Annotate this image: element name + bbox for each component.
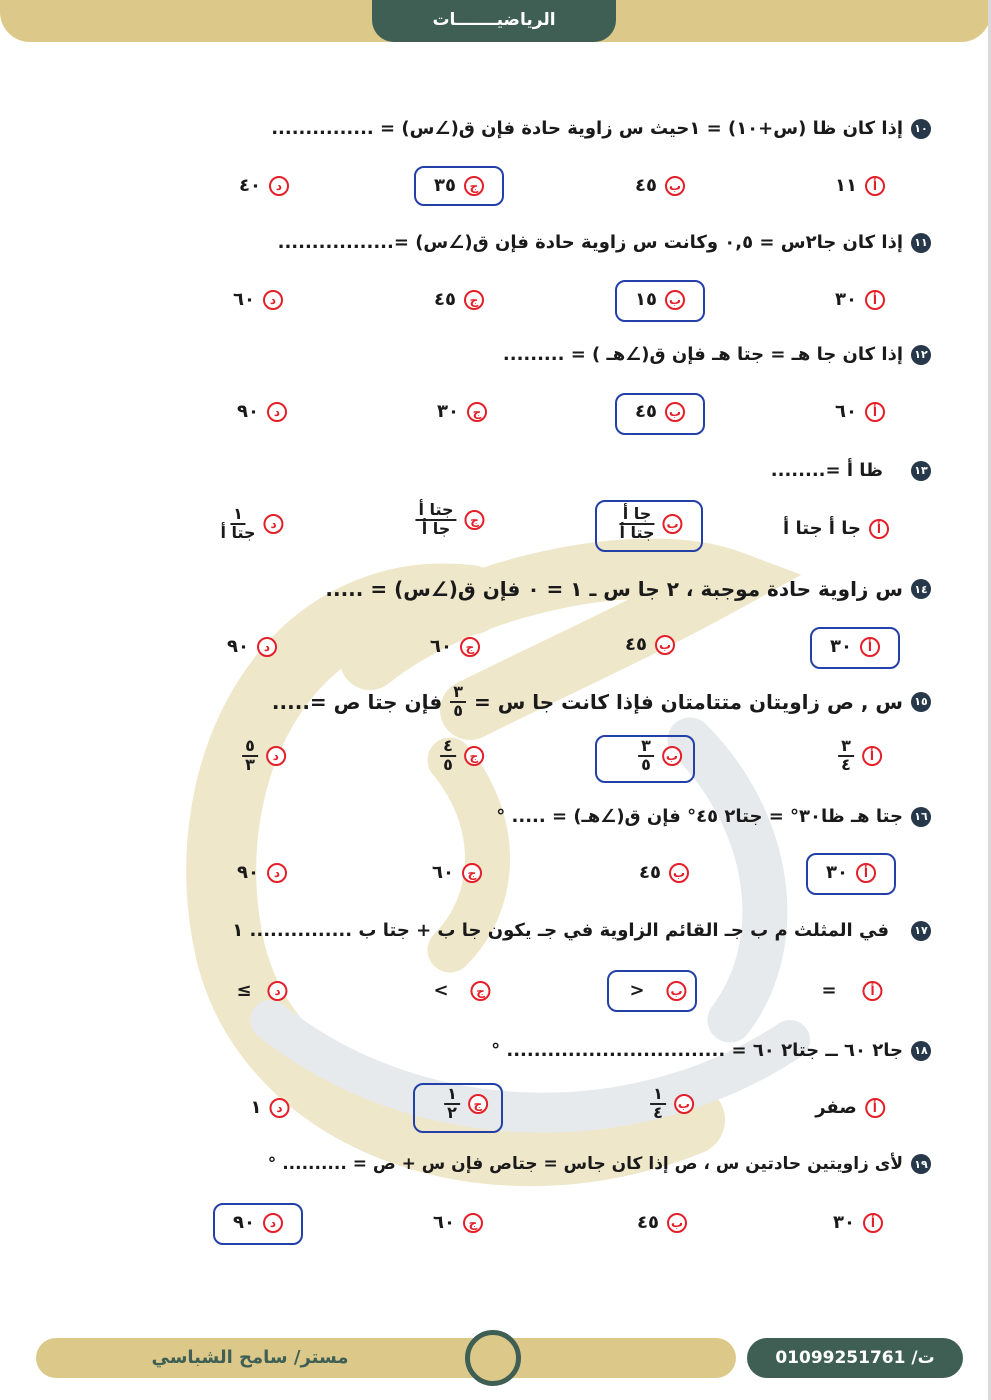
question-13 <box>771 460 931 481</box>
option-b[interactable]: ب $\frac{١}{٤}$ <box>650 1086 694 1122</box>
option-d[interactable]: د ٦٠ <box>233 289 283 310</box>
option-a[interactable]: أ ٣٠ <box>830 636 880 657</box>
question-number: ١٨ <box>911 1041 931 1061</box>
question-15 <box>272 684 931 720</box>
option-c[interactable]: ج > <box>433 980 490 1001</box>
option-b[interactable]: ب $\frac{\text{جا أ}}{\text{جتا أ}}$ <box>619 506 682 542</box>
option-b[interactable]: ب ٤٥ <box>637 1212 687 1233</box>
header-title: الرياضيـــــــات <box>372 0 616 42</box>
question-text: س زاوية حادة موجبة ، ٢ جا س ـ ١ = ٠ فإن ق(∠س) = ..... <box>325 577 903 601</box>
question-fraction: $\frac{٣}{٥}$ <box>450 684 466 720</box>
option-c[interactable]: ج ٣٠ <box>437 401 487 422</box>
option-b[interactable]: ب ٤٥ <box>639 862 689 883</box>
question-18 <box>491 1040 931 1061</box>
question-text: إذا كان جا هـ = جتا هـ فإن ق(∠هـ ) = ......... <box>502 344 903 365</box>
option-c[interactable]: ج ٦٠ <box>433 1212 483 1233</box>
question-text: إذا كان ظا (س+١٠) = ١حيث س زاوية حادة فإن ق(∠س) = ............... <box>271 118 903 139</box>
option-a[interactable]: أ ٦٠ <box>835 401 885 422</box>
question-14 <box>325 577 931 601</box>
option-d[interactable]: د $\frac{٥}{٣}$ <box>242 738 286 774</box>
option-c[interactable]: ج $\frac{\text{جتا أ}}{\text{جا أ}}$ <box>415 502 484 538</box>
option-c[interactable]: ج ٦٠ <box>432 862 482 883</box>
question-text-a: س , ص زاويتان متتامتان فإذا كانت جا س = <box>474 689 903 714</box>
question-number: ١٣ <box>911 461 931 481</box>
option-a[interactable]: أ صفر <box>815 1097 885 1118</box>
option-d[interactable]: د ٤٠ <box>239 175 289 196</box>
question-19 <box>268 1154 931 1174</box>
question-text: جا٢ ٦٠ ــ جتا٢ ٦٠ = ................................ ° <box>491 1040 903 1061</box>
option-a[interactable]: أ $\frac{٣}{٤}$ <box>838 738 882 774</box>
question-number: ١١ <box>911 233 931 253</box>
option-c[interactable]: ج ٤٥ <box>434 289 484 310</box>
option-c[interactable]: ج ٣٥ <box>434 175 484 196</box>
footer-phone: ت/ 01099251761 <box>747 1338 963 1378</box>
question-17 <box>232 920 931 941</box>
question-number: ١٧ <box>911 921 931 941</box>
option-d[interactable]: د ٩٠ <box>237 401 287 422</box>
question-number: ١٤ <box>911 579 931 599</box>
option-a[interactable]: أ جا أ جتا أ <box>783 518 889 539</box>
option-c[interactable]: ج ٦٠ <box>430 636 480 657</box>
question-11 <box>278 232 931 253</box>
option-c[interactable]: ج $\frac{٤}{٥}$ <box>440 738 484 774</box>
question-text: جتا هـ ظا٣٠° = جتا٢ ٤٥° فإن ق(∠هـ) = ..... ° <box>496 806 903 827</box>
option-b[interactable]: ب ٤٥ <box>635 175 685 196</box>
question-16 <box>496 806 931 827</box>
option-a[interactable]: أ ٣٠ <box>835 289 885 310</box>
question-number: ١٠ <box>911 119 931 139</box>
option-d[interactable]: د ≥ <box>236 980 287 1001</box>
option-d[interactable]: د ٩٠ <box>233 1212 283 1233</box>
question-number: ١٩ <box>911 1154 931 1174</box>
option-a[interactable]: أ ١١ <box>835 175 885 196</box>
option-a[interactable]: أ = <box>821 980 882 1001</box>
option-d[interactable]: د ٩٠ <box>237 862 287 883</box>
question-text: في المثلث م ب جـ القائم الزاوية في جـ يكون جا ب + جتا ب ............... ١ <box>232 920 889 941</box>
option-b[interactable]: ب < <box>629 980 686 1001</box>
question-text: لأى زاويتين حادتين س ، ص إذا كان جاس = جتاص فإن س + ص = .......... ° <box>267 1154 903 1174</box>
option-a[interactable]: أ ٣٠ <box>833 1212 883 1233</box>
question-number: ١٥ <box>911 692 931 712</box>
option-d[interactable]: د $\frac{١}{\text{جتا أ}}$ <box>220 506 283 542</box>
option-d[interactable]: د ١ <box>251 1097 290 1118</box>
question-text-b: فإن جتا ص =..... <box>271 689 443 714</box>
option-a[interactable]: أ ٣٠ <box>826 862 876 883</box>
question-text: ظا أ =........ <box>770 460 883 481</box>
option-b[interactable]: ب ٤٥ <box>635 401 685 422</box>
option-c[interactable]: ج $\frac{١}{٢}$ <box>444 1086 488 1122</box>
question-number: ١٦ <box>911 807 931 827</box>
option-d[interactable]: د ٩٠ <box>227 636 277 657</box>
question-text: إذا كان جا٢س = ٠,٥ وكانت س زاوية حادة فإن ق(∠س) =................. <box>277 232 903 253</box>
option-b[interactable]: ب $\frac{٣}{٥}$ <box>638 738 682 774</box>
question-12 <box>503 344 931 365</box>
option-b[interactable]: ب ١٥ <box>635 289 685 310</box>
footer-circle-icon <box>465 1330 521 1386</box>
option-b[interactable]: ب ٤٥ <box>625 634 675 655</box>
footer-teacher-name: مستر/ سامح الشباسي <box>151 1347 349 1368</box>
question-10 <box>271 118 931 139</box>
question-number: ١٢ <box>911 345 931 365</box>
